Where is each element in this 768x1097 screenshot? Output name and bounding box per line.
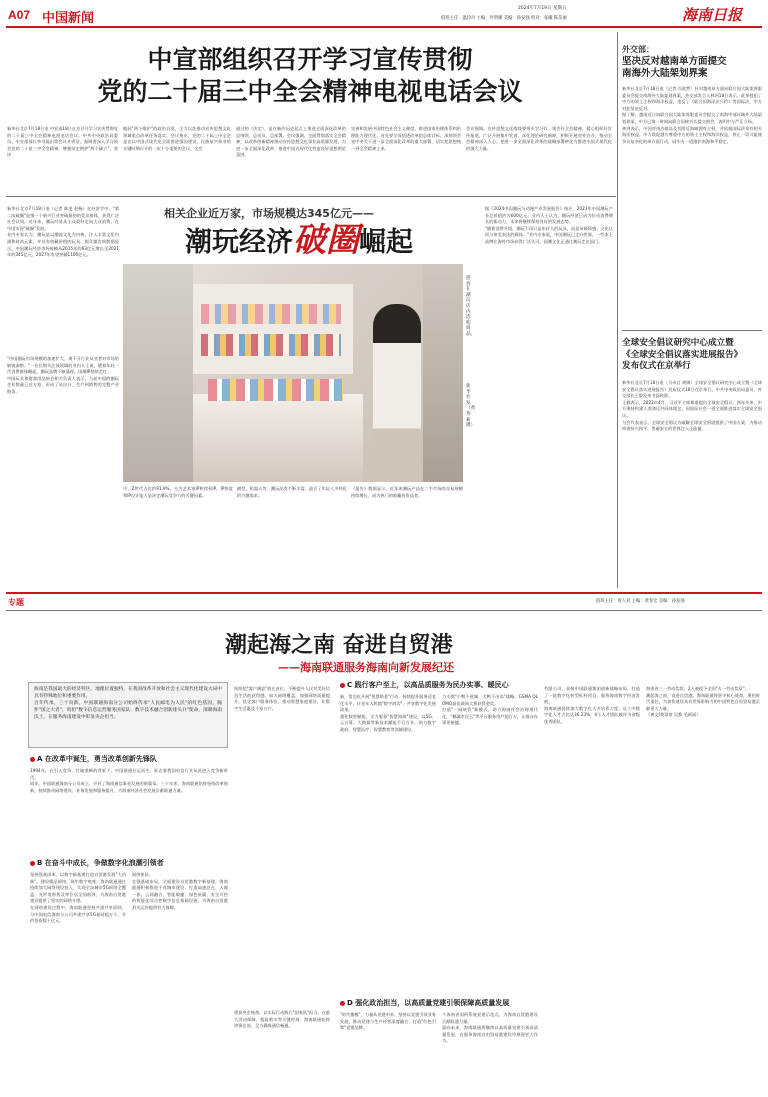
section-c-title: C 践行客户至上，以高品质服务为民办实事、暖民心 bbox=[347, 681, 509, 689]
feature-headline-post: 崛起 bbox=[359, 227, 413, 258]
right-title-line1: 坚决反对越南单方面提交 bbox=[622, 56, 727, 67]
feature-kicker: 相关企业近万家，市场规模达345亿元—— bbox=[164, 207, 374, 220]
intro-text: 海南是我国最大的经济特区、地理位置独特，在我国改革开放和社会主义现代化建设大局中具有特殊地位和重要作用。 百年传承，三十向新。中国联通海南分公司始终传承"人民邮电为人民"的红色基因，胸怀"国之大者"，勇担"数字信息运营服务国家队、数字技术融合创新排头兵"使命，深耕海南沃土，在服务海南建设中彰显央企担当。 bbox=[34, 687, 222, 720]
special-subtitle: ——海南联通服务海南向新发展纪还 bbox=[278, 661, 454, 674]
photo-toy-row2 bbox=[201, 334, 341, 356]
feature-photo bbox=[123, 264, 463, 482]
section-d-text-1: 勇担央企使命，以实际行动践行"国家队"担当。在重大活动保障、抢险救灾等关键时刻，海南联通始终冲锋在前，全力确保通信畅通。 bbox=[234, 1010, 330, 1029]
special-editors: 值班主任：曾人君 主编：黄春宏 美编：孙发强 bbox=[596, 599, 685, 604]
feature-col-3: 中，Z世代占比约91.9%，分为艺术家IP和授权IP。IP热度和IP设计能力是决定潮玩竞争力的关键因素。 bbox=[123, 486, 233, 498]
lead-col-4: 完善和发展中国特色社会主义制度、推进国家治理体系和治理能力现代化，首先要学深悟透改革的总体目标，深刻领会党中央关于进一步全面深化改革的重大部署，切实把思想统一到全会精神上来。 bbox=[351, 126, 461, 151]
header-rule bbox=[6, 26, 762, 28]
section-a-heading bbox=[30, 754, 157, 764]
right-kicker: 外交部： bbox=[622, 45, 654, 54]
feature-col-2: "中国潮玩市场规模的加速扩大，离不开行业从业者对市场的敏锐洞察。"一位长期关注该领域的业内人士说，随着年轻一代消费群体崛起，潮玩品牌不断涌现，国潮IP持续走红。 中国玩具和婴童用品协会相关负责人表示，当前中国的潮玩企业数量已近万家，形成了从设计、生产到销售的完整产业链条。 bbox=[7, 356, 119, 394]
feature-headline-key: 破圈 bbox=[293, 220, 359, 259]
photo-display-table bbox=[193, 394, 363, 482]
photo-shelf-right bbox=[423, 264, 463, 482]
right-title-line2: 南海外大陆架划界案 bbox=[622, 68, 708, 79]
right-headline-1 bbox=[622, 56, 762, 80]
lead-title-line1: 中宣部组织召开学习宣传贯彻 bbox=[147, 45, 473, 74]
editor-credits: 值班主任：温玲玲 主编：叶明媚 美编：孙发强 校对：张曦 陈苗丽 bbox=[441, 16, 567, 21]
section-a-title: A 在改革中诞生，勇当改革创新先锋队 bbox=[37, 755, 157, 763]
section-b-text: 坚持强基固本，以数字新基建打造自贸港发展"大动脉"。建设精品网络，筑牢数字底座。海南联通通过持续加大网络建设投入，实现全岛城乡5G网络全覆盖，光纤宽带普及率位居全国前列，为海南自贸港建设提供了坚实的网络支撑。 在网络建设过程中，海南联通坚持共建共享原则，与中国电信海南分公司共建共享5G基站超万个，节约投资数十亿元。 bbox=[30, 872, 126, 924]
page-header bbox=[6, 4, 762, 24]
section-c-heading bbox=[340, 680, 509, 690]
section-b-marker bbox=[30, 861, 35, 866]
lead-divider bbox=[6, 196, 616, 197]
feature-col-6: 据《2024中国潮玩与动漫产业发展报告》统计，2023年中国潮玩产业总价值约为600亿元。业内人士认为，潮玩经济已成为拉动消费增长的新动力，未来将继续保持良好的发展态势。 "随着消费升级，潮玩不再只是年轻人的玩具，而是承载情感、文化认同与审美表达的载体。"业内专家说，中国潮玩已走向世界，一些本土品牌在海外市场获得广泛认可，国潮文化正通过潮玩走出国门。 bbox=[485, 206, 613, 244]
special-section-label: 专题 bbox=[8, 598, 24, 607]
section-name: 中国新闻 bbox=[42, 11, 95, 26]
right-body-2: 新华社北京7月18日电（马卓言 黄锦）全球安全倡议研究中心成立暨《全球安全倡议落实进展报告》发布仪式18日在京举行。中共中央政治局委员、外交部长王毅发来书面致辞。 王毅表示，2022年4月，习近平主席郑重提出全球安全倡议。两年多来，中方秉持构建人类命运共同体理念，同国际社会一道全面推进落实全球安全倡议。 与会代表表示，全球安全倡议为破解全球安全困境提供了中国方案，为推动构建持久和平、普遍安全的世界注入正能量。 bbox=[622, 380, 762, 432]
page-number: A07 bbox=[8, 8, 31, 22]
photo-shelf-left bbox=[123, 264, 193, 482]
vertical-divider bbox=[617, 32, 618, 588]
right-title-line3: 全球安全倡议研究中心成立暨 bbox=[622, 338, 734, 348]
newspaper-logo: 海南日报 bbox=[682, 6, 743, 24]
right-title-line5: 发布仪式在京举行 bbox=[622, 361, 691, 371]
section-c-marker bbox=[340, 683, 345, 688]
special-title: 潮起海之南 奋进自贸港 bbox=[225, 632, 453, 658]
special-rule bbox=[6, 592, 762, 594]
photo-shelf-back bbox=[193, 284, 353, 374]
section-d-heading bbox=[340, 998, 509, 1008]
feature-headline bbox=[185, 220, 413, 263]
photo-credit-vertical: 新华社发（黄邦莉摄） bbox=[466, 384, 476, 429]
photo-shopper bbox=[373, 304, 421, 482]
lead-col-5: 会议强调，宣传思想文化战线要带头学习好、领会好全会精神，精心组织好宣传报道，广泛开展集中宣讲，深化理论研究阐释，积极开展对外宣介，推动全会精神深入人心。把进一步全面深化改革的战略部署转化为推进中国式现代化的强大力量。 bbox=[466, 126, 612, 151]
lead-title-line2: 党的二十届三中全会精神电视电话会议 bbox=[97, 77, 523, 106]
section-d-text-2: "时代楷模"，力量从党建中来。坚持以党建引领业务发展，推动党建与生产经营深度融合，打造"红色引擎"党建品牌。 bbox=[340, 1012, 436, 1031]
section-b-text-2: 网络体验。 在强基础布局，全面建设自贸港数字新基建。海南联通积极推进千兆城市建设，打造高速泛在、天地一体、云网融合、智能敏捷、绿色低碳、安全可控的智能化综合性数字信息基础设施，为海南自贸港封关运作提供有力保障。 bbox=[132, 872, 228, 910]
right-title-line4: 《全球安全倡议落实进展报告》 bbox=[622, 349, 743, 360]
section-b-heading bbox=[30, 858, 164, 868]
section-a-marker bbox=[30, 757, 35, 762]
intro-box bbox=[28, 682, 228, 748]
special-rule-thin bbox=[6, 610, 762, 611]
photo-toy-row1 bbox=[201, 304, 341, 324]
feature-col-4: 模型，机器人等，潮玩品类不断丰富，迎合了年轻人多样化的兴趣需求。 bbox=[237, 486, 347, 498]
lead-col-2: 做到"两个维护"的政治自觉，全力以赴推动宣传思想文化领域重点改革任务落实。会议指出，党的二十届三中全会是在以中国式现代化全面推进强国建设、民族复兴伟业的关键时期召开的一次十分重要的会议。全会 bbox=[123, 126, 231, 151]
right-body-1: 新华社北京7月18日电（记者 冯歆然）针对越南单方面向联合国大陆架界限委员会提交南海外大陆架划界案，外交部发言人林剑18日表示，此举侵犯了中方的领土主权和海洋权益，违反了《联合国海洋法公约》等国际法，中方对此坚决反对。 据了解，越南近日向联合国大陆架界限委员会提交了南海中部区域外大陆架划界案，中方已第一时间向联合国秘书长提交照会，表明中方严正立场。 林剑表示，中国对南沙群岛及其附近海域拥有主权，并依据国际法享有相关海洋权益。中方敦促越方尊重中方的领土主权和海洋权益，停止一切可能使争议复杂化的单方面行动，同中方一道维护南海和平稳定。 bbox=[622, 86, 762, 144]
section-c-text-2: 力支撑"小鸭不进城，大鸭不出岛"战略，GSMA OLOMO最佳联网大赛获得金奖。 打造"一网统管"新模式，助力海南社会治理现代化，"椰城市民云"等平台服务用户超百万，让群众办事更便捷。 bbox=[442, 694, 538, 726]
feature-col-1: 新华社北京7月18日电（记者 陈凌 赵畅）在经济学中，"第二次破圈"是指一个新兴行业突破最初的受众群体，获得广泛社会认同。近年来，潮玩经济从小众爱好走向大众消费，在中国实现"破圈"发展。 业内专家认为，潮玩是以潮流文化为内核，注入丰富文化内涵和时尚元素，并具有收藏价值的玩具。据艾媒咨询数据显示，中国潮玩经济市场规模从2015年的63亿元增长至2021年的345亿元，2027年有望突破1100亿元。 bbox=[7, 206, 119, 258]
lead-headline bbox=[6, 44, 614, 108]
section-d-title: D 强化政治担当，以高质量党建引领保障高质量发展 bbox=[347, 999, 510, 1007]
right-headline-2 bbox=[622, 338, 762, 373]
issue-date: 2024年7月19日 星期五 bbox=[518, 6, 567, 11]
section-c-text-3: 有限公司，承接中国联通集团创新战略布局，打造了一批数字化转型标杆项目，服务海南数字经济发展。 海南联通持续加大数字化人才培养力度，员工中数字化人才占比达36.23%，4个人才团队被评为省级优秀团队。 bbox=[544, 686, 640, 724]
feature-headline-pre: 潮玩经济 bbox=[185, 227, 293, 258]
feature-col-5: 《报告》数据显示，近年来潮玩产品在二手市场的交易规模持续增长，成为热门的收藏投资品类。 bbox=[351, 486, 463, 498]
section-d-text-3: 个海南省国资系统党建示范点，为海南自贸港建设贡献联通力量。 面向未来，海南联通将继续以高质量党建引领高质量发展，在服务海南自由贸易港建设中展现更大作为。 bbox=[442, 1012, 538, 1044]
section-a-text: 1994年，在引入竞争、打破垄断的背景下，中国联通应运而生，标志着我国电信行业从此进入竞争新时代。 同年，中国联通海南分公司成立，开启了海南通信事业发展的新篇章。三十年来，海南联通始终坚持改革创新，持续推动网络建设、业务发展和服务提升，为海南经济社会发展贡献联通力量。 bbox=[30, 768, 228, 793]
section-c-text-1: 新，常态化开展"智慧助老"行动，持续提升服务适老化水平，让老年人跨越"数字鸿沟"，共享数字化发展成果。 强化数智赋能，全力服务"智慧海南"建设。以5G、云计算、大数据等新技术赋能千行百业，助力数字政府、智慧医疗、智慧教育等领域建设。 bbox=[340, 694, 436, 732]
lead-col-1: 新华社北京7月18日电 中宣部18日在京召开学习宣传贯彻党的二十届三中全会精神电视电话会议。中共中央政治局委员、中宣部部长李书磊出席会议并讲话，强调要深入学习领会党的二十届三中全会精神，增强坚定拥护"两个确立"、坚决 bbox=[7, 126, 118, 158]
photo-toys-table bbox=[208, 379, 343, 401]
section-d-text-4: 海南省三一劳动奖状，2人被授予全国"五一劳动奖章"。 潮起海之南，奋进自贸港。海南联通将坚守初心使命，勇担时代重任，为加快建设具有世界影响力的中国特色自由贸易港贡献更大力量。 （黄文/黄富豪 吴都 毛画丽） bbox=[646, 686, 760, 718]
section-d-marker bbox=[340, 1001, 345, 1006]
photo-caption-vertical: 游客在潮玩店内选购商品。 bbox=[466, 276, 476, 337]
right-divider bbox=[622, 330, 762, 331]
lead-col-3: 通过的《决定》，是在新的历史起点上推进全面深化改革的总纲领、总动员、总部署。会议强调，全面贯彻落实全会精神，以改革创新精神推动宣传思想文化事业高质量发展，为进一步全面深化改革、推进中国式现代化营造良好思想舆论氛围。 bbox=[236, 126, 346, 158]
section-b-title: B 在奋斗中成长，争做数字化浪潮引领者 bbox=[37, 859, 164, 867]
section-b-text-3: 始终把"客户满意"放在首位，不断提升人民对美好信息生活的获得感。加大网络覆盖，加强网络质量提升，优化客户服务体验，推动智慧家庭建设，让数字生活惠及千家万户。 bbox=[234, 686, 330, 711]
